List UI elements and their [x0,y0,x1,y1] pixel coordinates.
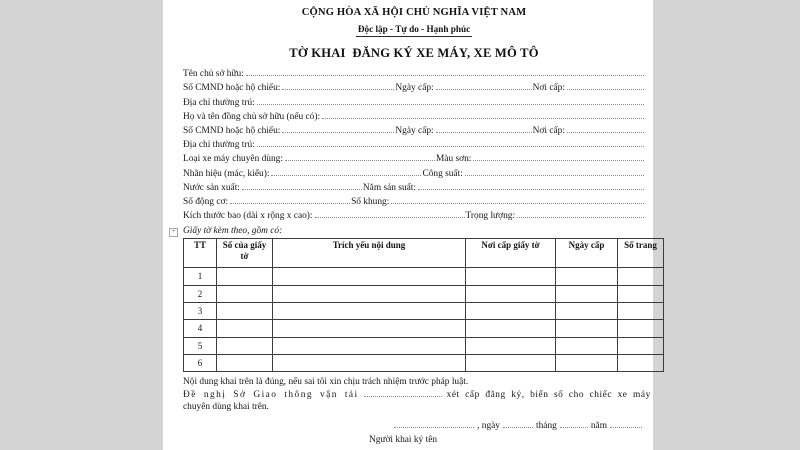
attachments-heading [171,226,645,237]
permanent-address-2-input[interactable] [257,145,644,147]
page-title: TỜ KHAI ĐĂNG KÝ XE MÁY, XE MÔ TÔ [289,46,539,61]
field-row-vehicle-type [183,154,645,168]
cell-tt: 2 [184,285,217,302]
national-heading: CỘNG HÒA XÃ HỘI CHỦ NGHĨA VIỆT NAM [301,7,527,18]
national-motto: Độc lập - Tự do - Hạnh phúc [356,24,472,37]
declaration-text: Nội dung khai trên là đúng, nếu sai tôi xin chịu trách nhiệm trước pháp luật. [183,377,469,388]
column-header-so-trang: Số trang [618,239,664,268]
issue-place-input[interactable] [567,88,644,90]
cell-tt: 6 [184,354,217,371]
permanent-address-input[interactable] [257,103,644,105]
document-footer [183,376,651,414]
date-year-label: năm [590,421,607,432]
year-of-make-input[interactable] [418,188,644,190]
cell-tt: 1 [184,268,217,285]
cell-trich-yeu[interactable] [273,354,466,371]
department-name-input[interactable] [364,395,442,397]
attachments-table [183,238,664,372]
field-row-engine-number [183,197,645,211]
cell-ngay-cap[interactable] [556,285,618,302]
cell-noi-cap[interactable] [466,302,556,319]
field-row-permanent-address [183,98,645,112]
table-row [184,337,664,354]
cell-ngay-cap[interactable] [556,337,618,354]
field-row-country-of-make [183,183,645,197]
field-row-co-owner-name [183,112,645,126]
cell-so-giay-to[interactable] [217,354,273,371]
cell-noi-cap[interactable] [466,354,556,371]
issue-date-input[interactable] [436,88,532,90]
issue-date-label: Ngày cấp: [395,83,434,94]
co-owner-name-input[interactable] [322,117,644,119]
issue-place-2-input[interactable] [567,131,644,133]
expand-plus-icon[interactable]: + [169,228,178,237]
brand-label: Nhãn hiệu (mác, kiểu): [183,168,270,179]
cell-trich-yeu[interactable] [273,285,466,302]
cell-tt: 4 [184,320,217,337]
document-page [163,0,657,450]
column-header-so-giay-to: Số của giấy tờ [217,239,273,268]
document-header [183,6,645,61]
vehicle-type-label: Loại xe máy chuyên dùng: [183,154,283,165]
table-row [184,285,664,302]
id-number-2-input[interactable] [282,131,394,133]
country-of-make-label: Nước sản xuất: [183,182,240,193]
field-row-dimensions [183,211,645,225]
id-number-2-label: Số CMND hoặc hộ chiếu: [183,126,281,137]
chassis-number-input[interactable] [391,202,644,204]
table-header-row [184,239,664,268]
cell-so-giay-to[interactable] [217,268,273,285]
cell-ngay-cap[interactable] [556,354,618,371]
chassis-number-label: Số khung: [351,196,390,207]
request-line [183,389,651,402]
cell-trich-yeu[interactable] [273,337,466,354]
month-input[interactable] [560,426,588,428]
cell-noi-cap[interactable] [466,268,556,285]
year-input[interactable] [610,426,642,428]
column-header-trich-yeu: Trích yếu nội dung [273,239,466,268]
engine-number-label: Số động cơ: [183,196,229,207]
cell-so-trang[interactable] [618,285,664,302]
form-fields [171,69,645,237]
field-row-id-number [183,83,645,97]
id-number-input[interactable] [282,88,394,90]
dimensions-input[interactable] [315,216,465,218]
column-header-ngay-cap: Ngày cấp [556,239,618,268]
issue-date-2-input[interactable] [436,131,532,133]
date-month-label: tháng [536,421,557,432]
field-row-owner-name [183,69,645,83]
signer-label: Người khai ký tên [368,435,438,446]
cell-so-giay-to[interactable] [217,320,273,337]
request-text-part1: Đề nghị Sở Giao thông vận tải [183,389,359,400]
place-input[interactable] [394,426,474,428]
engine-number-input[interactable] [230,202,350,204]
field-row-brand [183,169,645,183]
field-row-permanent-address-2 [183,140,645,154]
permanent-address-2-label: Địa chỉ thường trú: [183,140,255,151]
request-text-part3: chuyên dùng khai trên. [183,402,269,413]
column-header-tt: TT [184,239,217,268]
dimensions-label: Kích thước bao (dài x rộng x cao): [183,211,313,222]
issue-date-2-label: Ngày cấp: [395,126,434,137]
issue-place-label: Nơi cấp: [532,83,565,94]
attachments-label: Giấy tờ kèm theo, gồm có: [183,226,283,237]
cell-trich-yeu[interactable] [273,320,466,337]
cell-so-giay-to[interactable] [217,302,273,319]
brand-input[interactable] [271,174,421,176]
cell-so-giay-to[interactable] [217,337,273,354]
cell-noi-cap[interactable] [466,285,556,302]
cell-so-trang[interactable] [618,354,664,371]
column-header-noi-cap: Nơi cấp giấy tờ [466,239,556,268]
cell-tt: 3 [184,302,217,319]
cell-trich-yeu[interactable] [273,302,466,319]
table-row [184,320,664,337]
table-row [184,354,664,371]
issue-place-2-label: Nơi cấp: [532,126,565,137]
paint-color-input[interactable] [473,159,644,161]
co-owner-name-label: Họ và tên đồng chủ sở hữu (nếu có): [183,111,321,122]
field-row-id-number-2 [183,126,645,140]
permanent-address-label: Địa chỉ thường trú: [183,97,255,108]
cell-ngay-cap[interactable] [556,320,618,337]
cell-noi-cap[interactable] [466,320,556,337]
date-line [183,421,645,431]
vehicle-type-input[interactable] [285,159,435,161]
country-of-make-input[interactable] [242,188,362,190]
owner-name-label: Tên chủ sở hữu: [183,69,244,80]
cell-ngay-cap[interactable] [556,268,618,285]
weight-label: Trọng lượng: [465,211,516,222]
cell-so-trang[interactable] [618,268,664,285]
owner-name-input[interactable] [246,74,644,76]
date-day-label: , ngày [477,421,500,432]
cell-noi-cap[interactable] [466,337,556,354]
cell-trich-yeu[interactable] [273,268,466,285]
paint-color-label: Màu sơn: [435,154,472,165]
table-row [184,302,664,319]
weight-input[interactable] [517,216,644,218]
cell-so-trang[interactable] [618,302,664,319]
cell-so-giay-to[interactable] [217,285,273,302]
request-text-part2: xét cấp đăng ký, biển số cho chiếc xe máy [446,389,651,400]
power-input[interactable] [465,174,644,176]
power-label: Công suất: [422,168,463,179]
cell-so-trang[interactable] [618,320,664,337]
day-input[interactable] [503,426,533,428]
cell-ngay-cap[interactable] [556,302,618,319]
id-number-label: Số CMND hoặc hộ chiếu: [183,83,281,94]
cell-so-trang[interactable] [618,337,664,354]
cell-tt: 5 [184,337,217,354]
year-of-make-label: Năm sản suất: [362,182,417,193]
table-row [184,268,664,285]
